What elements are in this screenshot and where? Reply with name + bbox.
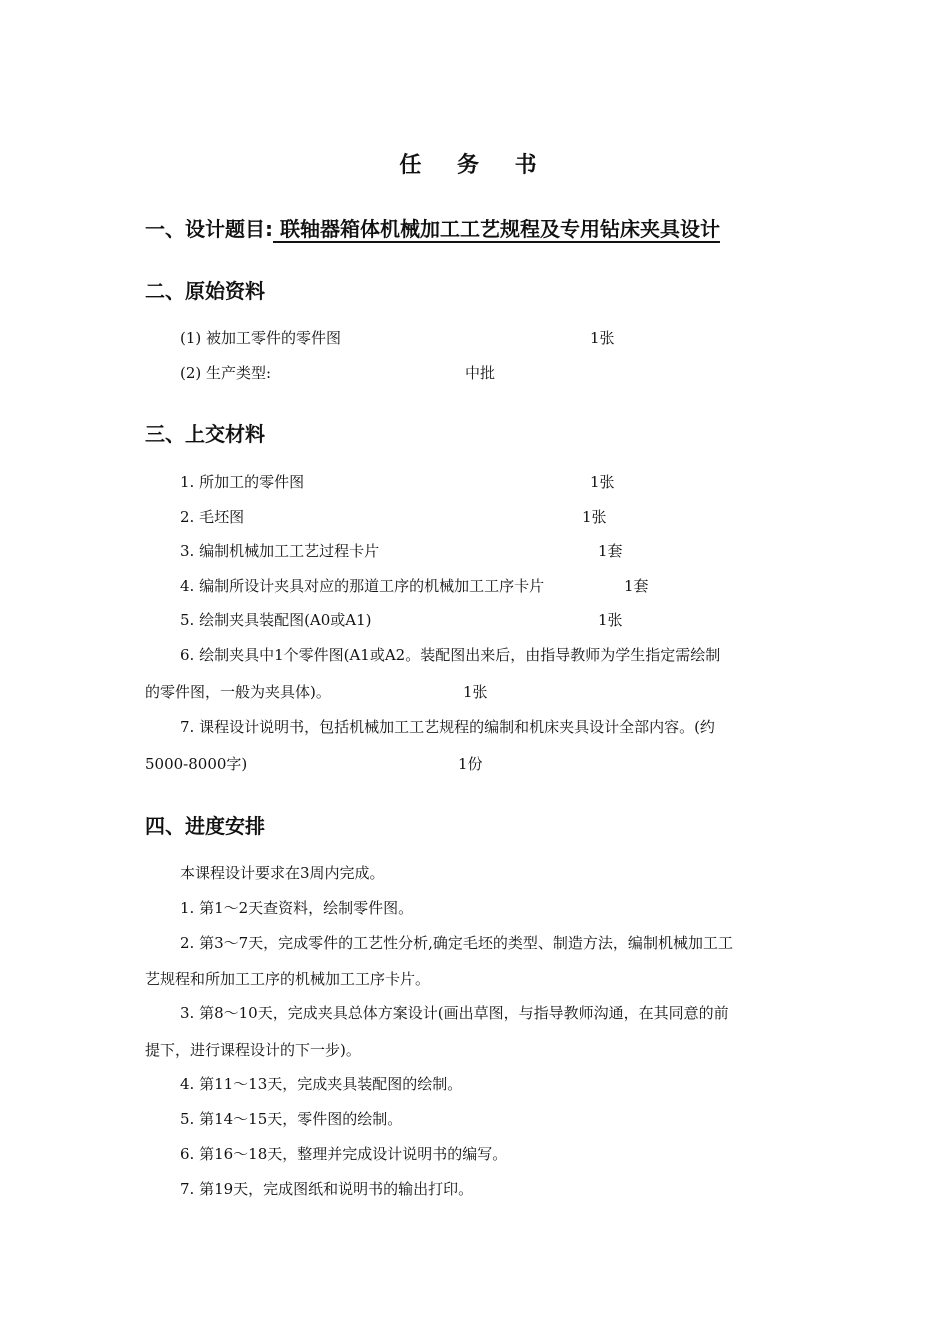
schedule-step-5: 5. 第14～15天，零件图的绘制。 bbox=[180, 1110, 403, 1128]
submission-item-4: 4. 编制所设计夹具对应的那道工序的机械加工工序卡片 bbox=[180, 577, 545, 595]
schedule-step-2-line2: 艺规程和所加工工序的机械加工工序卡片。 bbox=[145, 970, 431, 988]
schedule-step-4: 4. 第11～13天，完成夹具装配图的绘制。 bbox=[180, 1075, 463, 1093]
submission-item-2: 2. 毛坯图 bbox=[180, 508, 245, 526]
schedule-step-3-line1: 3. 第8～10天，完成夹具总体方案设计(画出草图，与指导教师沟通，在其同意的前 bbox=[180, 1004, 729, 1022]
submission-item-3-qty: 1套 bbox=[598, 542, 623, 560]
submission-item-5: 5. 绘制夹具装配图(A0或A1) bbox=[180, 611, 372, 629]
schedule-step-6: 6. 第16～18天，整理并完成设计说明书的编写。 bbox=[180, 1145, 508, 1163]
submission-item-6-qty: 1张 bbox=[463, 683, 488, 701]
submission-item-7-qty: 1份 bbox=[458, 755, 483, 773]
original-item-2-qty: 中批 bbox=[465, 364, 496, 382]
section-submission-heading: 三、上交材料 bbox=[145, 422, 265, 446]
submission-item-6-line2: 的零件图，一般为夹具体)。 bbox=[145, 683, 331, 701]
design-topic-value: 联轴器箱体机械加工工艺规程及专用钻床夹具设计 bbox=[273, 217, 720, 241]
original-item-1-qty: 1张 bbox=[590, 329, 615, 347]
submission-item-2-qty: 1张 bbox=[582, 508, 607, 526]
design-topic-label: 一、设计题目: bbox=[145, 217, 273, 241]
submission-item-5-qty: 1张 bbox=[598, 611, 623, 629]
submission-item-3: 3. 编制机械加工工艺过程卡片 bbox=[180, 542, 380, 560]
section-design-topic bbox=[145, 213, 720, 242]
section-original-materials-heading: 二、原始资料 bbox=[145, 279, 265, 303]
submission-item-4-qty: 1套 bbox=[624, 577, 649, 595]
document-title: 任 务 书 bbox=[399, 152, 551, 178]
submission-item-6-line1: 6. 绘制夹具中1个零件图(A1或A2。装配图出来后，由指导教师为学生指定需绘制 bbox=[180, 646, 721, 664]
schedule-intro: 本课程设计要求在3周内完成。 bbox=[180, 864, 385, 882]
schedule-step-1: 1. 第1～2天查资料，绘制零件图。 bbox=[180, 899, 414, 917]
submission-item-7-line1: 7. 课程设计说明书，包括机械加工工艺规程的编制和机床夹具设计全部内容。(约 bbox=[180, 718, 715, 736]
submission-item-7-line2: 5000-8000字) bbox=[145, 755, 248, 773]
submission-item-1: 1. 所加工的零件图 bbox=[180, 473, 305, 491]
submission-item-1-qty: 1张 bbox=[590, 473, 615, 491]
section-schedule-heading: 四、进度安排 bbox=[145, 814, 265, 838]
original-item-2: (2) 生产类型: bbox=[180, 364, 272, 382]
original-item-1: (1) 被加工零件的零件图 bbox=[180, 329, 342, 347]
schedule-step-2-line1: 2. 第3～7天，完成零件的工艺性分析,确定毛坯的类型、制造方法，编制机械加工工 bbox=[180, 934, 733, 952]
schedule-step-7: 7. 第19天，完成图纸和说明书的输出打印。 bbox=[180, 1180, 474, 1198]
schedule-step-3-line2: 提下，进行课程设计的下一步)。 bbox=[145, 1041, 361, 1059]
